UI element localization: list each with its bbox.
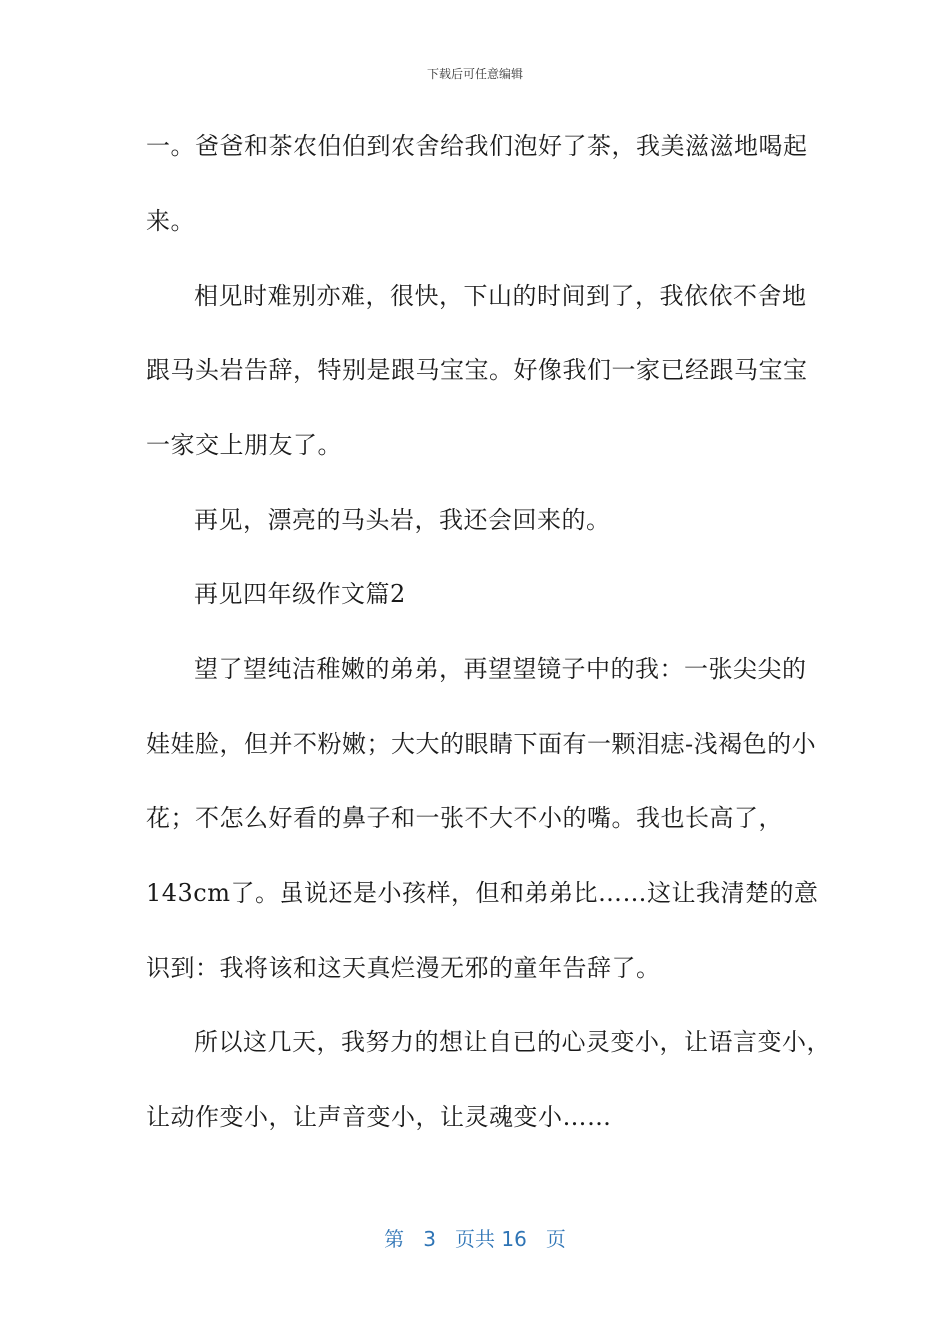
paragraph-line: 所以这几天，我努力的想让自已的心灵变小，让语言变小， [194,1028,831,1056]
section-heading: 再见四年级作文篇2 [194,580,406,608]
paragraph-line: 花；不怎么好看的鼻子和一张不大不小的嘴。我也长高了， [146,804,783,832]
paragraph-line: 跟马头岩告辞，特别是跟马宝宝。好像我们一家已经跟马宝宝 [146,356,808,384]
page-header: 下载后可任意编辑 [426,67,523,81]
footer-label-of: 页共 [455,1227,495,1251]
paragraph-line: 相见时难别亦难，很快，下山的时间到了，我依依不舍地 [194,282,807,310]
footer-label-end: 页 [545,1227,566,1251]
paragraph-line: 143cm了。虽说还是小孩样，但和弟弟比……这让我清楚的意 [146,879,819,907]
paragraph-line: 一。爸爸和茶农伯伯到农舍给我们泡好了茶，我美滋滋地喝起 [146,132,808,160]
paragraph-line: 识到：我将该和这天真烂漫无邪的童年告辞了。 [146,954,661,982]
paragraph-line: 来。 [146,207,195,235]
paragraph-line: 一家交上朋友了。 [146,431,342,459]
footer-current-page: 3 [423,1227,436,1251]
footer-total-pages: 16 [501,1227,527,1251]
page-footer [0,1226,950,1252]
paragraph-line: 让动作变小，让声音变小，让灵魂变小…… [146,1103,612,1131]
paragraph-line: 望了望纯洁稚嫩的弟弟，再望望镜子中的我：一张尖尖的 [194,655,807,683]
footer-label-page: 第 [384,1227,405,1251]
paragraph-line: 再见，漂亮的马头岩，我还会回来的。 [194,506,611,534]
paragraph-line: 娃娃脸，但并不粉嫩；大大的眼睛下面有一颗泪痣-浅褐色的小 [146,730,817,758]
